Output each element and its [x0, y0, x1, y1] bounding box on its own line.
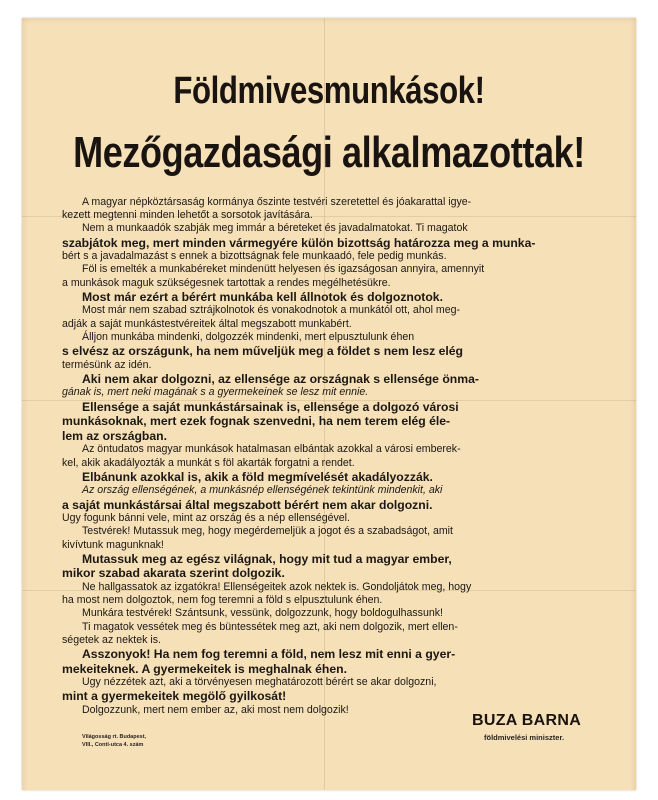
- text-line: bért s a javadalmazást s ennek a bizottságnak fele munkaadó, fele pedig munkás.: [62, 250, 447, 263]
- text-line: kel, akik akadályozták a munkát s föl akarták forgatni a rendet.: [62, 456, 355, 469]
- text-line: Az öntudatos magyar munkások hatalmasan elbántak azokkal a városi emberek-: [82, 443, 461, 456]
- headline-farmworkers: Földmivesmunkások!: [173, 70, 485, 112]
- text-line: Föl is emelték a munkabéreket mindenütt helyesen és igazságosan annyira, amennyit: [82, 263, 485, 276]
- text-line: Ne hallgassatok az izgatókra! Ellenségeitek azok nektek is. Gondoljátok meg, hogy: [82, 580, 472, 593]
- text-line: termésünk az idén.: [62, 358, 152, 371]
- signature-title: földmivelési miniszter.: [484, 733, 565, 742]
- text-line: kezett megtenni minden lehetőt a sorsotok javítására.: [62, 209, 313, 222]
- text-line: Álljon munkába mindenki, dolgozzék mindenki, mert elpusztulunk éhen: [82, 330, 415, 343]
- text-line: Asszonyok! Ha nem fog teremni a föld, nem lesz mit enni a gyer-: [82, 647, 456, 661]
- text-line: Testvérek! Mutassuk meg, hogy megérdemeljük a jogot és a szabadságot, amit: [82, 525, 453, 538]
- text-line: mekeiteknek. A gyermekeitek is meghalnak éhen.: [62, 661, 347, 676]
- text-line: Mutassuk meg az egész világnak, hogy mit tud a magyar ember,: [82, 551, 452, 566]
- text-line: Munkára testvérek! Szántsunk, vessünk, dolgozzunk, hogy boldogulhassunk!: [82, 607, 443, 620]
- text-line: a munkások maguk szükségesnek tartottak a rendes megélhetésükre.: [62, 276, 391, 289]
- headline-agricultural-employees: Mezőgazdasági alkalmazottak!: [73, 128, 585, 177]
- proclamation-body: [62, 196, 607, 717]
- text-line: Az ország ellenségének, a munkásnép ellenségének tekintünk mindenkit, aki: [82, 484, 443, 497]
- text-line: s elvész az országunk, ha nem műveljük meg a földet s nem lesz elég: [62, 344, 463, 359]
- text-line: ha most nem dolgoztok, nem fog teremni a föld s elpusztulunk éhen.: [62, 594, 383, 607]
- text-line: munkásoknak, mert ezek fognak szenvedni, ha nem terem elég éle-: [62, 414, 451, 429]
- text-line: szabjátok meg, mert minden vármegyére külön bizottság határozza meg a munka-: [62, 235, 536, 250]
- printer-line: VIII., Conti-utca 4. szám: [82, 742, 144, 748]
- text-line: Ellensége a saját munkástársainak is, ellensége a dolgozó városi: [82, 399, 459, 414]
- printer-line: Világosság rt. Budapest,: [82, 734, 147, 740]
- text-line: adják a saját munkástestvéreitek által megszabott munkabért.: [62, 317, 352, 330]
- text-line: Nem a munkaadók szabják meg immár a béreteket és javadalmatokat. Ti magatok: [82, 222, 468, 235]
- text-line: ségetek az nektek is.: [62, 633, 161, 646]
- text-line: Dolgozzunk, mert nem ember az, aki most nem dolgozik!: [82, 703, 349, 716]
- text-line: Ugy fogunk bánni vele, mint az ország és a nép ellenségével.: [62, 512, 350, 525]
- text-line: mint a gyermekeitek megölő gyilkosát!: [62, 689, 287, 704]
- text-line: A magyar népköztársaság kormánya őszinte testvéri szeretettel és jóakarattal igye-: [82, 196, 472, 208]
- text-line: Elbánunk azokkal is, akik a föld megmívelését akadályozzák.: [82, 469, 433, 484]
- text-line: mikor szabad akarata szerint dolgozik.: [62, 566, 285, 581]
- text-line: Aki nem akar dolgozni, az ellensége az országnak s ellensége önma-: [82, 371, 479, 386]
- printer-imprint: [82, 733, 192, 749]
- text-line: Most már ezért a bérért munkába kell állnotok és dolgoznotok.: [82, 289, 443, 304]
- text-line: Most már nem szabad sztrájkolnotok és vonakodnotok a munkától ott, ahol meg-: [82, 304, 461, 317]
- text-line: gának is, mert neki magának s a gyermekeinek se lesz mit ennie.: [62, 386, 369, 399]
- text-line: a saját munkástársai által megszabott bérért nem akar dolgozni.: [62, 497, 433, 512]
- text-line: kivívtunk magunknak!: [62, 538, 164, 551]
- text-line: Ugy nézzétek azt, aki a törvényesen meghatározott bérért se akar dolgozni,: [82, 676, 437, 689]
- text-line: Ti magatok vessétek meg és büntessétek meg azt, aki nem dolgozik, mert ellen-: [82, 620, 458, 633]
- signature-name: BUZA BARNA: [472, 712, 582, 729]
- text-line: lem az országban.: [62, 428, 167, 443]
